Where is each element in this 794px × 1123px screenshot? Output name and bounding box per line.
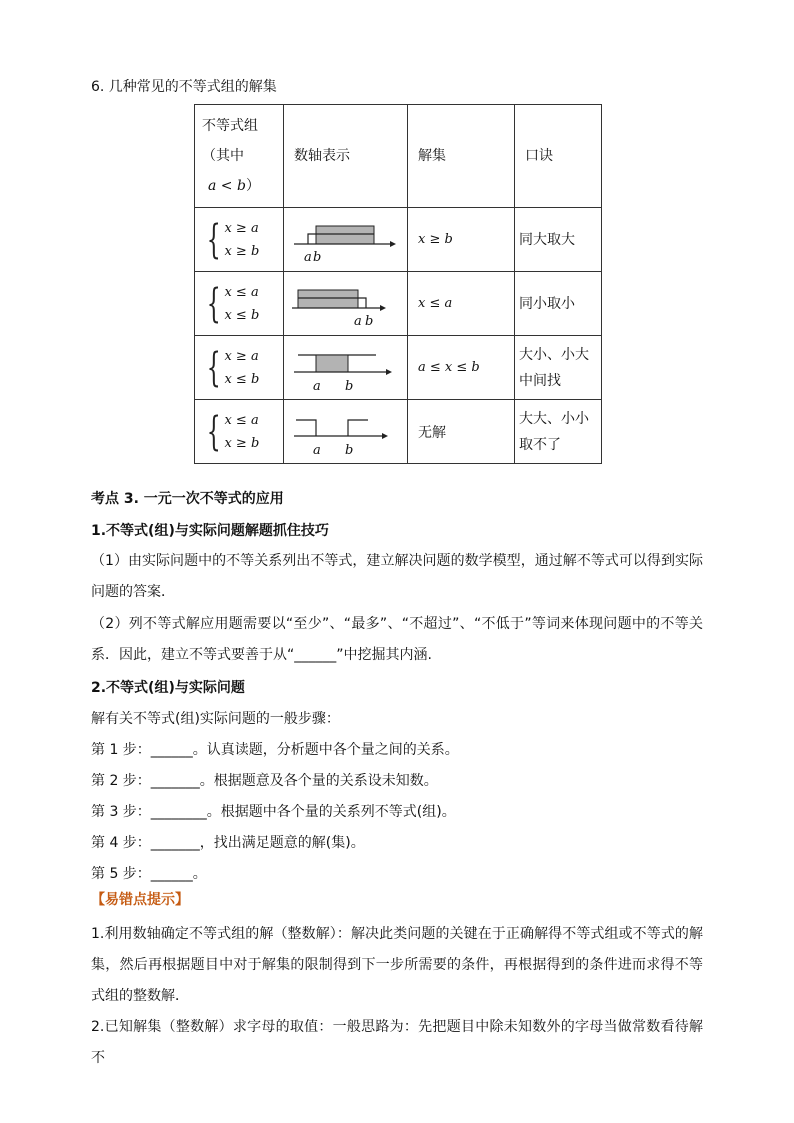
step-3: 第 3 步：________。根据题中各个量的关系列不等式(组)。 [91, 804, 456, 820]
axis-arrow-icon [386, 369, 392, 375]
number-line-diagram [290, 278, 400, 330]
label-a: a [354, 313, 362, 329]
shaded-region [316, 226, 374, 244]
brace-icon: { [206, 216, 221, 263]
inequality-system [195, 217, 283, 263]
rule-line-1: 同小取小 [519, 295, 575, 312]
table-row [195, 336, 602, 400]
label-a: a [313, 378, 321, 394]
header-solution [408, 105, 515, 208]
solution-set: x ≥ b [418, 232, 453, 247]
header-col3-label: 解集 [418, 147, 446, 164]
system-line-1: x ≥ a [224, 348, 259, 364]
system-line-1: x ≤ a [224, 284, 259, 300]
ray-b [348, 420, 368, 436]
step-1: 第 1 步：______。认真读题，分析题中各个量之间的关系。 [91, 742, 459, 758]
kaodian-3-title: 考点 3. 一元一次不等式的应用 [91, 491, 284, 507]
table-row [195, 272, 602, 336]
part1-heading: 1.不等式(组)与实际问题解题抓住技巧 [91, 523, 329, 539]
shaded-region [298, 290, 358, 308]
inequality-system [195, 281, 283, 327]
header-number-line [284, 105, 408, 208]
rule-line-1: 同大取大 [519, 231, 575, 248]
rule-line-1: 大大、小小 [519, 410, 589, 427]
table-row [195, 400, 602, 464]
axis-arrow-icon [380, 305, 386, 311]
rule-line-2: 取不了 [519, 436, 561, 453]
section-6-title: 6. 几种常见的不等式组的解集 [91, 79, 277, 95]
solution-set: 无解 [418, 424, 446, 441]
system-line-2: x ≤ b [224, 307, 260, 323]
header-col1-line1: 不等式组 [202, 118, 258, 134]
number-line-diagram [290, 214, 400, 266]
system-line-2: x ≥ b [224, 243, 260, 259]
label-b: b [365, 313, 374, 329]
part2-heading: 2.不等式(组)与实际问题 [91, 680, 245, 696]
tips-paragraph-2: 2.已知解集（整数解）求字母的取值：一般思路为：先把题目中除未知数外的字母当做常数看待解不 [91, 1019, 703, 1066]
brace-icon: { [206, 280, 221, 327]
system-line-1: x ≥ a [224, 220, 259, 236]
solution-set: x ≤ a [418, 296, 453, 311]
part1-paragraph-2: （2）列不等式解应用题需要以“至少”、“最多”、“不超过”、“不低于”等词来体现问题中的不等关系．因此，建立不等式要善于从“______”中挖掘其内涵. [91, 616, 703, 663]
axis-arrow-icon [390, 241, 396, 247]
header-col4-label: 口诀 [525, 147, 553, 164]
system-line-2: x ≤ b [224, 371, 260, 387]
rule-line-1: 大小、小大 [519, 346, 589, 363]
label-b: b [345, 442, 354, 458]
header-condition-close: ） [245, 178, 260, 194]
label-b: b [345, 378, 354, 394]
inequality-solution-table [194, 104, 602, 464]
solution-set: a ≤ x ≤ b [418, 360, 480, 375]
part2-intro: 解有关不等式(组)实际问题的一般步骤： [91, 711, 340, 727]
inequality-system [195, 409, 283, 455]
ray-a [296, 420, 316, 436]
header-col2-label: 数轴表示 [294, 147, 350, 164]
label-a: a [304, 249, 312, 265]
rule-line-2: 中间找 [519, 372, 561, 389]
step-4: 第 4 步：_______，找出满足题意的解(集)。 [91, 835, 365, 851]
shaded-region [316, 355, 348, 372]
header-inequality-system [195, 105, 284, 208]
inequality-system [195, 345, 283, 391]
system-line-2: x ≥ b [224, 435, 260, 451]
header-rule [515, 105, 602, 208]
number-line-diagram [290, 342, 400, 394]
step-5: 第 5 步：______。 [91, 866, 207, 882]
step-2: 第 2 步：_______。根据题意及各个量的关系设未知数。 [91, 773, 438, 789]
header-col1-line2: （其中 [202, 148, 244, 164]
table-row [195, 208, 602, 272]
tips-paragraph-1: 1.利用数轴确定不等式组的解（整数解）：解决此类问题的关键在于正确解得不等式组或不等式的解集，然后再根据题目中对于解集的限制得到下一步所需要的条件，再根据得到的条件进而求得不等式组的整数解． [91, 926, 703, 1004]
brace-icon: { [206, 408, 221, 455]
brace-icon: { [206, 344, 221, 391]
axis-arrow-icon [382, 433, 388, 439]
table-header-row [195, 105, 602, 208]
tips-heading: 【易错点提示】 [91, 892, 189, 908]
label-b: b [313, 249, 322, 265]
label-a: a [313, 442, 321, 458]
system-line-1: x ≤ a [224, 412, 259, 428]
part1-paragraph-1: （1）由实际问题中的不等关系列出不等式，建立解决问题的数学模型，通过解不等式可以得到实际问题的答案． [91, 553, 703, 600]
header-condition: a < b [208, 178, 246, 194]
number-line-diagram [290, 406, 400, 458]
